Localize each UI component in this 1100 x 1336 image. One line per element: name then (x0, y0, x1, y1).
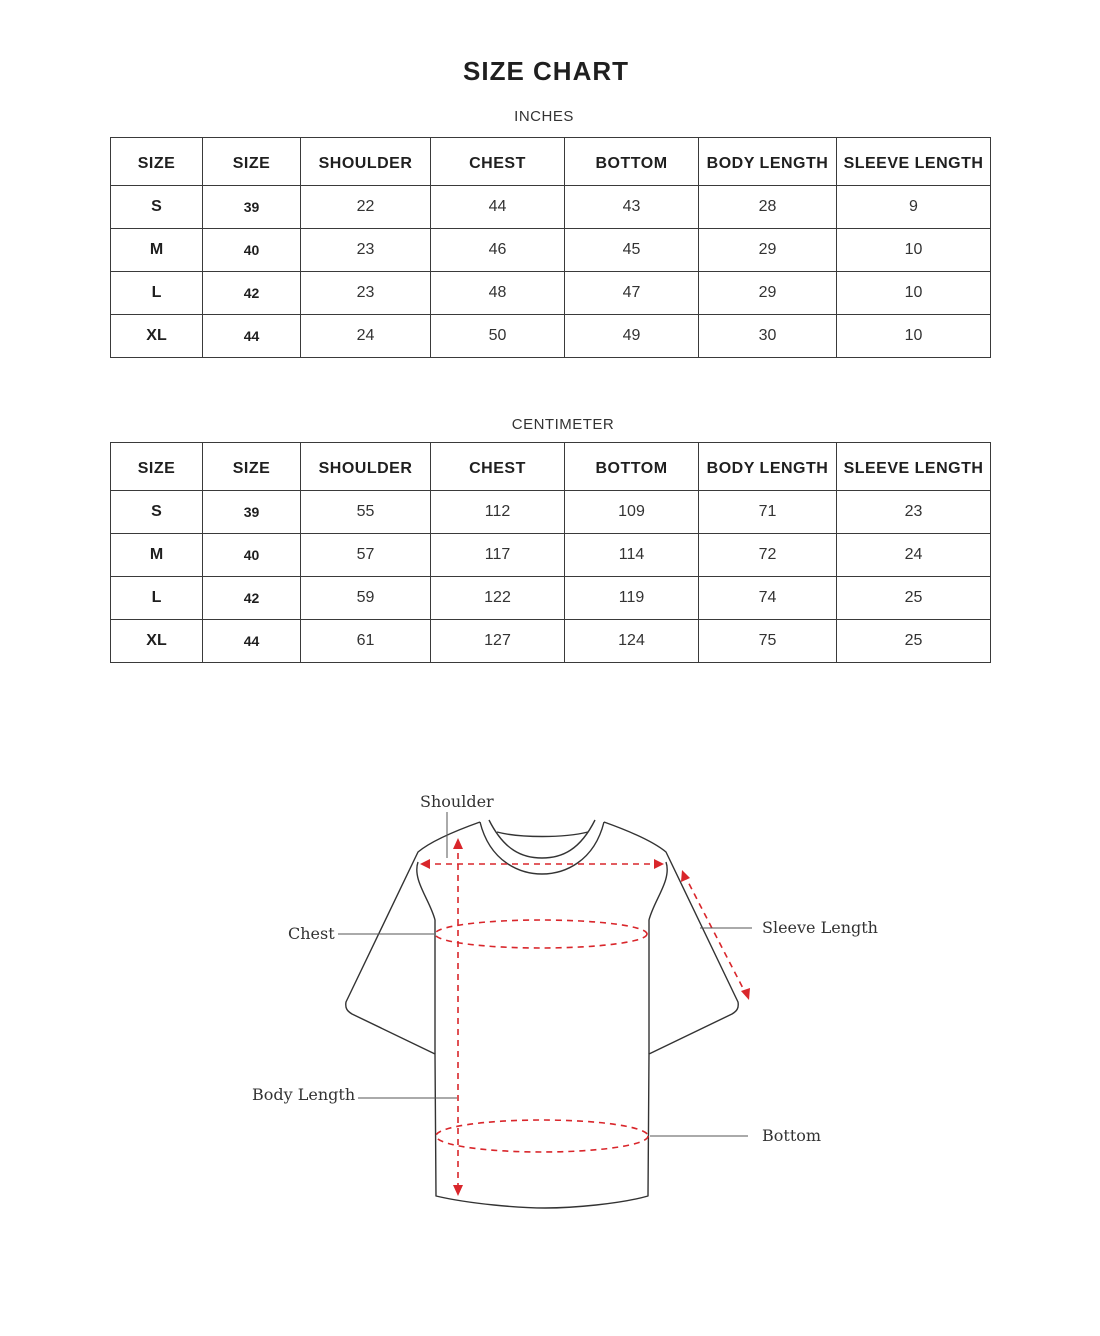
column-header: CHEST (431, 138, 565, 186)
column-header: SIZE (203, 138, 301, 186)
table-cell: M (111, 534, 203, 577)
table-cell: 40 (203, 229, 301, 272)
column-header: SIZE (111, 138, 203, 186)
table-cell: 43 (565, 186, 699, 229)
table-cell: 47 (565, 272, 699, 315)
table-cell: 39 (203, 491, 301, 534)
table-cell: L (111, 577, 203, 620)
table-cell: 24 (837, 534, 991, 577)
table-cell: 29 (699, 229, 837, 272)
table-cell: 23 (301, 229, 431, 272)
shoulder-label: Shoulder (420, 792, 494, 811)
sleeve-arrow-top (681, 870, 690, 882)
tshirt-outline (346, 820, 739, 1208)
table-cell: XL (111, 315, 203, 358)
body-length-label: Body Length (252, 1085, 356, 1104)
table-cell: 114 (565, 534, 699, 577)
table-cell: 24 (301, 315, 431, 358)
sleeve-arrow-bottom (741, 988, 750, 1000)
tshirt-left-seam (417, 862, 435, 1054)
column-header: SIZE (111, 443, 203, 491)
table-cell: 25 (837, 620, 991, 663)
measure-arrowheads (420, 838, 750, 1196)
table-cell: 71 (699, 491, 837, 534)
column-header: BOTTOM (565, 443, 699, 491)
table-cell: 109 (565, 491, 699, 534)
table-cell: 44 (431, 186, 565, 229)
tshirt-neck-outer (480, 822, 604, 874)
table-cell: 25 (837, 577, 991, 620)
table-cell: 55 (301, 491, 431, 534)
table-cell: 40 (203, 534, 301, 577)
sleeve-length-label: Sleeve Length (762, 918, 878, 937)
table-cell: 72 (699, 534, 837, 577)
centimeter-label: CENTIMETER (511, 416, 615, 433)
table-cell: 42 (203, 577, 301, 620)
sleeve-length-measure (684, 874, 747, 996)
table-cell: 57 (301, 534, 431, 577)
table-cell: 112 (431, 491, 565, 534)
tshirt-neck-inner (489, 820, 595, 858)
column-header: SHOULDER (301, 443, 431, 491)
table-cell: 29 (699, 272, 837, 315)
table-cell: 119 (565, 577, 699, 620)
table-cell: 117 (431, 534, 565, 577)
table-cell: 46 (431, 229, 565, 272)
table-cell: 28 (699, 186, 837, 229)
bottom-measure (436, 1120, 648, 1152)
table-cell: 23 (837, 491, 991, 534)
chest-label: Chest (288, 924, 335, 943)
column-header: BODY LENGTH (699, 443, 837, 491)
table-cell: 45 (565, 229, 699, 272)
table-cell: M (111, 229, 203, 272)
table-cell: 75 (699, 620, 837, 663)
shoulder-arrow-left (420, 859, 430, 869)
tshirt-body (346, 822, 739, 1208)
table-cell: XL (111, 620, 203, 663)
table-cell: 22 (301, 186, 431, 229)
table-cell: 30 (699, 315, 837, 358)
column-header: SLEEVE LENGTH (837, 138, 991, 186)
table-cell: 10 (837, 315, 991, 358)
table-cell: 48 (431, 272, 565, 315)
table-cell: 44 (203, 315, 301, 358)
tshirt-right-seam (649, 862, 667, 1054)
body-length-arrow-bottom (453, 1185, 463, 1196)
bottom-label: Bottom (762, 1126, 822, 1145)
table-cell: 50 (431, 315, 565, 358)
table-cell: S (111, 186, 203, 229)
shoulder-arrow-right (654, 859, 664, 869)
table-cell: 74 (699, 577, 837, 620)
table-cell: 9 (837, 186, 991, 229)
table-cell: S (111, 491, 203, 534)
table-cell: 10 (837, 229, 991, 272)
table-cell: 44 (203, 620, 301, 663)
column-header: SIZE (203, 443, 301, 491)
table-cell: 42 (203, 272, 301, 315)
table-cell: 10 (837, 272, 991, 315)
measure-lines (424, 842, 747, 1192)
inches-label: INCHES (514, 108, 574, 125)
table-cell: 23 (301, 272, 431, 315)
chest-measure (435, 920, 647, 948)
table-cell: 127 (431, 620, 565, 663)
column-header: SLEEVE LENGTH (837, 443, 991, 491)
column-header: CHEST (431, 443, 565, 491)
column-header: BOTTOM (565, 138, 699, 186)
table-cell: 59 (301, 577, 431, 620)
table-cell: 49 (565, 315, 699, 358)
body-length-arrow-top (453, 838, 463, 849)
page-title: SIZE CHART (463, 56, 629, 86)
table-cell: 124 (565, 620, 699, 663)
tshirt-collar-line (497, 832, 588, 837)
column-header: SHOULDER (301, 138, 431, 186)
table-cell: 39 (203, 186, 301, 229)
table-cell: L (111, 272, 203, 315)
table-cell: 61 (301, 620, 431, 663)
column-header: BODY LENGTH (699, 138, 837, 186)
table-cell: 122 (431, 577, 565, 620)
leader-lines (338, 812, 752, 1136)
